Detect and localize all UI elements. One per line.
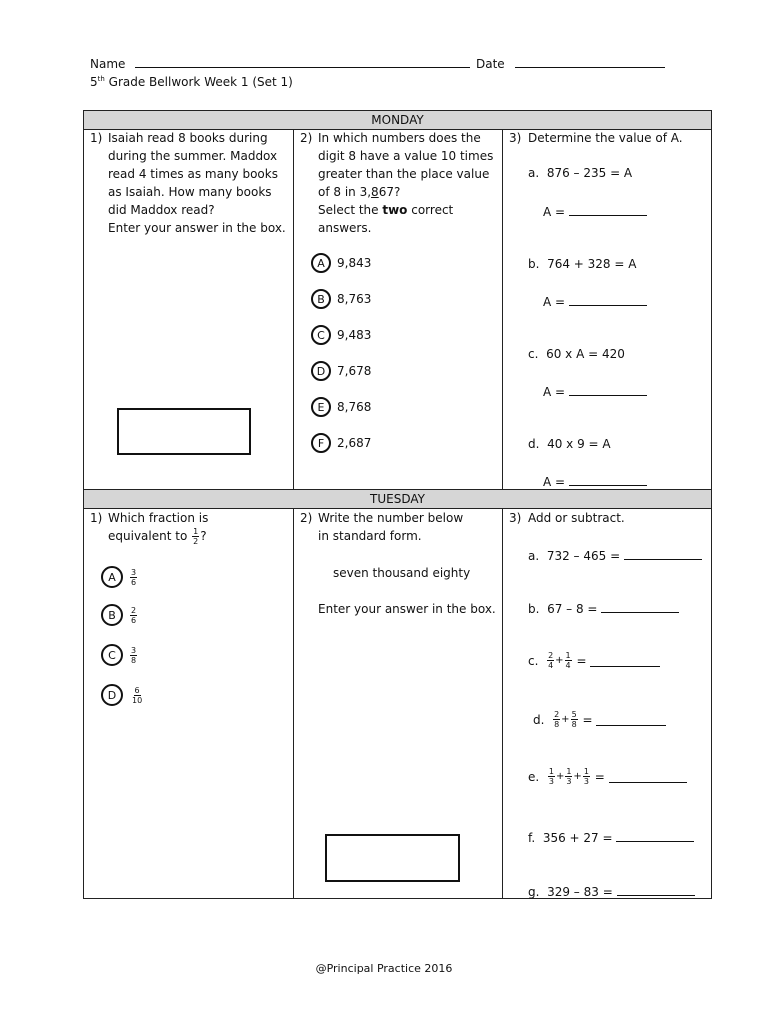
denominator: 4 [548, 661, 554, 670]
answer-blank[interactable] [569, 473, 647, 486]
monday-divider-1 [293, 129, 294, 489]
q2-line: answers. [318, 221, 372, 235]
tq1-line [108, 527, 208, 546]
monday-q2-text [318, 129, 498, 237]
tuesday-q3-item-e[interactable] [528, 767, 687, 786]
tuesday-q2-answer-box[interactable] [325, 834, 460, 882]
denominator: 3 [548, 777, 554, 786]
option-circle[interactable]: C [311, 325, 331, 345]
tuesday-q1-option-c[interactable] [101, 644, 138, 666]
item-label: a. [528, 549, 540, 563]
monday-q3-item-c [528, 347, 625, 361]
tuesday-header: TUESDAY [84, 490, 711, 509]
monday-q2-option-a[interactable] [311, 253, 371, 273]
grade-number: 5 [90, 75, 98, 89]
option-circle[interactable]: A [101, 566, 123, 588]
tuesday-q3-prompt: Add or subtract. [528, 511, 625, 525]
item-label: e. [528, 769, 540, 784]
option-circle[interactable]: B [101, 604, 123, 626]
q2-line [318, 201, 498, 219]
item-label: d. [533, 712, 545, 727]
denominator: 10 [132, 695, 143, 705]
equals: = [594, 769, 605, 784]
monday-q3-prompt: Determine the value of A. [528, 131, 683, 145]
fraction [130, 568, 137, 587]
operator: + [573, 771, 582, 782]
item-expr: 876 – 235 = A [546, 166, 633, 180]
option-text: 8,768 [337, 400, 372, 414]
q1-line: as Isaiah. How many books [108, 185, 272, 199]
tuesday-q1-text [108, 509, 208, 546]
fraction [565, 651, 572, 670]
worksheet-title [90, 75, 293, 89]
option-circle[interactable]: E [311, 397, 331, 417]
fraction [130, 606, 137, 625]
title-text: Grade Bellwork Week 1 (Set 1) [108, 75, 293, 89]
denominator: 6 [131, 615, 137, 625]
monday-q2-option-d[interactable] [311, 361, 371, 381]
fraction [565, 767, 572, 786]
q1-line: did Maddox read? [108, 203, 215, 217]
monday-q2-number: 2) [300, 131, 313, 145]
numerator: 1 [566, 767, 572, 776]
fraction [130, 646, 137, 665]
monday-q3-answer-d[interactable] [543, 473, 647, 489]
monday-q3-answer-a[interactable] [543, 203, 647, 219]
operator: + [561, 714, 570, 725]
denominator: 8 [131, 655, 137, 665]
equals: = [582, 712, 593, 727]
tuesday-q3-item-b[interactable] [528, 600, 679, 616]
monday-q3-item-a [528, 166, 632, 180]
denominator: 3 [583, 777, 589, 786]
answer-blank[interactable] [569, 383, 647, 396]
answer-blank[interactable] [569, 293, 647, 306]
answer-blank[interactable] [590, 654, 660, 667]
q1-line: Isaiah read 8 books during [108, 131, 268, 145]
operator: + [555, 655, 564, 666]
answer-label: A = [543, 205, 566, 219]
name-field[interactable] [90, 57, 470, 71]
answer-blank[interactable] [569, 203, 647, 216]
q2-line4-post: 67? [378, 185, 401, 199]
answer-blank[interactable] [624, 547, 702, 560]
monday-q2-option-c[interactable] [311, 325, 371, 345]
item-label: b. [528, 257, 540, 271]
footer-copyright: @Principal Practice 2016 [315, 962, 453, 975]
option-text: 9,483 [337, 328, 372, 342]
numerator: 1 [548, 767, 554, 776]
denominator: 2 [193, 537, 199, 546]
answer-label: A = [543, 295, 566, 309]
numerator: 2 [131, 605, 137, 615]
q2-line5-post: correct [407, 203, 454, 217]
monday-q3-item-b [528, 257, 636, 271]
item-label: b. [528, 602, 540, 616]
answer-label: A = [543, 475, 566, 489]
item-expr: 764 + 328 = A [547, 257, 637, 271]
q1-line: read 4 times as many books [108, 167, 278, 181]
tq2-line: Write the number below [318, 511, 464, 525]
numerator: 1 [583, 767, 589, 776]
monday-divider-2 [502, 129, 503, 489]
monday-q1-number: 1) [90, 131, 103, 145]
tuesday-q2-text [318, 509, 463, 545]
item-label: a. [528, 166, 540, 180]
numerator: 3 [131, 567, 137, 577]
q2-line5-pre: Select the [318, 203, 383, 217]
q2-line: greater than the place value [318, 167, 490, 181]
fraction [548, 767, 555, 786]
item-expr: 67 – 8 = [547, 602, 598, 616]
option-text: 7,678 [337, 364, 372, 378]
option-circle[interactable]: A [311, 253, 331, 273]
monday-header: MONDAY [84, 111, 711, 130]
option-text: 8,763 [337, 292, 372, 306]
tuesday-q2-instruction: Enter your answer in the box. [318, 602, 496, 616]
answer-blank[interactable] [617, 883, 695, 896]
q2-line [318, 183, 498, 201]
numerator: 2 [554, 710, 560, 719]
option-text: 2,687 [337, 436, 372, 450]
tuesday-q1-option-a[interactable] [101, 566, 138, 588]
q1-line: Enter your answer in the box. [108, 221, 286, 235]
item-expr: 40 x 9 = A [547, 437, 611, 451]
item-label: f. [528, 831, 536, 845]
answer-blank[interactable] [609, 770, 687, 783]
name-line[interactable] [135, 67, 470, 68]
emphasis-two: two [382, 203, 408, 217]
tuesday-divider-2 [502, 508, 503, 898]
fraction [132, 686, 142, 705]
monday-q2-option-f[interactable] [311, 433, 371, 453]
tuesday-q2-words: seven thousand eighty [333, 566, 471, 580]
q2-line: In which numbers does the [318, 131, 481, 145]
tuesday-q2-number: 2) [300, 511, 313, 525]
item-label: d. [528, 437, 540, 451]
answer-label: A = [543, 385, 566, 399]
operator: + [555, 771, 565, 782]
numerator: 2 [548, 651, 554, 660]
numerator: 5 [571, 710, 577, 719]
tuesday-q3-number: 3) [509, 511, 522, 525]
option-circle[interactable]: B [311, 289, 331, 309]
item-expr: 329 – 83 = [547, 885, 613, 899]
answer-blank[interactable] [601, 600, 679, 613]
date-label: Date [476, 57, 505, 71]
monday-q1-answer-box[interactable] [117, 408, 251, 455]
date-line[interactable] [515, 67, 665, 68]
monday-q3-answer-c[interactable] [543, 383, 647, 399]
denominator: 6 [131, 577, 137, 587]
tuesday-divider-1 [293, 508, 294, 898]
item-label: c. [528, 347, 539, 361]
denominator: 8 [554, 720, 560, 729]
item-expr: 356 + 27 = [542, 831, 613, 845]
numerator: 1 [193, 527, 199, 536]
item-label: g. [528, 885, 540, 899]
equals: = [576, 653, 587, 668]
tuesday-q3-item-f[interactable] [528, 829, 694, 845]
tuesday-q1-option-d[interactable] [101, 684, 143, 706]
tuesday-q3-item-c[interactable] [528, 651, 660, 670]
tq1-line: Which fraction is [108, 511, 209, 525]
monday-q1-text [108, 129, 288, 237]
option-text: 9,843 [337, 256, 372, 270]
item-expr: 732 – 465 = [546, 549, 621, 563]
q2-line4-pre: of 8 in 3, [318, 185, 372, 199]
numerator: 6 [134, 685, 140, 695]
monday-q3-number: 3) [509, 131, 522, 145]
name-label: Name [90, 57, 126, 71]
q2-line: digit 8 have a value 10 times [318, 149, 494, 163]
fraction [583, 767, 590, 786]
denominator: 8 [571, 720, 577, 729]
item-expr: 60 x A = 420 [546, 347, 625, 361]
tq2-line: in standard form. [318, 529, 422, 543]
item-label: c. [528, 653, 539, 668]
tuesday-q3-item-a[interactable] [528, 547, 702, 563]
fraction [192, 527, 199, 546]
monday-q3-item-d [528, 437, 611, 451]
tuesday-q1-number: 1) [90, 511, 103, 525]
answer-blank[interactable] [596, 713, 666, 726]
date-field[interactable] [476, 57, 665, 71]
question-mark: ? [200, 529, 207, 543]
monday-q2-option-e[interactable] [311, 397, 371, 417]
denominator: 4 [565, 661, 571, 670]
numerator: 3 [131, 645, 137, 655]
monday-q3-answer-b[interactable] [543, 293, 647, 309]
denominator: 3 [566, 777, 572, 786]
tq1-line2: equivalent to [108, 529, 188, 543]
option-circle[interactable]: D [101, 684, 123, 706]
option-circle[interactable]: C [101, 644, 123, 666]
tuesday-q1-option-b[interactable] [101, 604, 138, 626]
answer-blank[interactable] [616, 829, 694, 842]
underlined-digit: 8 [371, 185, 379, 199]
fraction [571, 710, 578, 729]
fraction [547, 651, 554, 670]
grade-suffix: th [97, 75, 105, 83]
tuesday-q3-item-g[interactable] [528, 883, 695, 899]
monday-q2-option-b[interactable] [311, 289, 371, 309]
option-circle[interactable]: D [311, 361, 331, 381]
option-circle[interactable]: F [311, 433, 331, 453]
tuesday-q3-item-d[interactable] [533, 710, 666, 729]
q1-line: during the summer. Maddox [108, 149, 278, 163]
numerator: 1 [565, 651, 571, 660]
fraction [553, 710, 560, 729]
